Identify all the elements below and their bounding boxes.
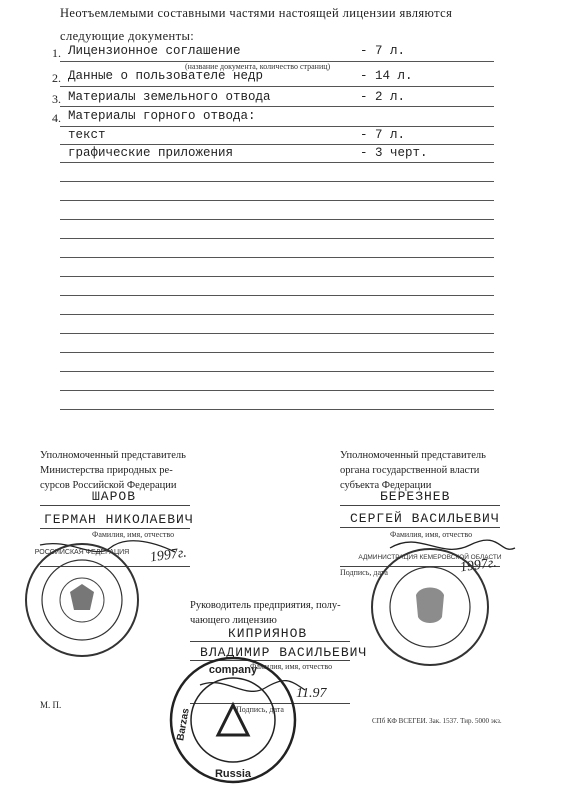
seal-brand-text: Barzas [175, 707, 192, 742]
item-count: - 2 л. [360, 90, 406, 104]
right-sign-caption: Подпись, дата [340, 568, 388, 577]
item-title: Материалы горного отвода: [68, 109, 256, 123]
item-number: 3. [52, 92, 61, 106]
left-name-caption: Фамилия, имя, отчество [92, 530, 175, 539]
item-caption: (название документа, количество страниц) [185, 62, 331, 71]
left-signatory-role: Уполномоченный представитель Министерства природных ре- сурсов Российской Федерации [40, 450, 186, 491]
item-title: графические приложения [68, 146, 234, 160]
intro-line-2: следующие документы: [60, 29, 195, 43]
center-name-caption: Фамилия, имя, отчество [250, 662, 333, 671]
center-fullname: ВЛАДИМИР ВАСИЛЬЕВИЧ [200, 645, 368, 660]
seal-company-text: company [208, 664, 258, 676]
item-count: - 14 л. [360, 69, 413, 83]
item-title: Данные о пользователе недр [68, 69, 264, 83]
left-seal-label: РОССИЙСКАЯ ФЕДЕРАЦИЯ [34, 549, 130, 556]
item-title: Лицензионное соглашение [68, 44, 241, 58]
item-title: текст [68, 128, 106, 142]
seal-country-text: Russia [214, 768, 252, 780]
item-number: 1. [52, 46, 61, 60]
stamp-place-label: М. П. [40, 700, 62, 710]
right-surname: БЕРЕЗНЕВ [380, 489, 451, 504]
item-count: - 7 л. [360, 128, 406, 142]
right-handwritten-date: 1997г. [459, 555, 498, 576]
center-sign-caption: Подпись, дата [236, 705, 284, 714]
right-seal-label: АДМИНИСТРАЦИЯ КЕМЕРОВСКОЙ ОБЛАСТИ [358, 554, 502, 561]
item-number: 4. [52, 111, 61, 125]
right-fullname: СЕРГЕЙ ВАСИЛЬЕВИЧ [350, 511, 500, 526]
printer-footer: СПб КФ ВСЕГЕИ. Зак. 1537. Тир. 5000 экз. [372, 717, 502, 725]
center-signatory-role: Руководитель предприятия, полу- чающего лицензию [190, 600, 341, 626]
item-count: - 7 л. [360, 44, 406, 58]
center-surname: КИПРИЯНОВ [228, 626, 308, 641]
company-round-seal [168, 655, 298, 785]
left-handwritten-date: 1997г. [149, 545, 188, 566]
left-surname: ШАРОВ [92, 489, 137, 504]
center-handwritten-date: 11.97 [296, 686, 327, 701]
left-fullname: ГЕРМАН НИКОЛАЕВИЧ [44, 512, 194, 527]
item-number: 2. [52, 71, 61, 85]
right-name-caption: Фамилия, имя, отчество [390, 530, 473, 539]
left-round-seal [22, 540, 142, 660]
right-signatory-role: Уполномоченный представитель органа государственной власти субъекта Федерации [340, 450, 486, 491]
item-count: - 3 черт. [360, 146, 428, 160]
item-title: Материалы земельного отвода [68, 90, 271, 104]
intro-line-1: Неотъемлемыми составными частями настоящей лицензии являются [60, 6, 453, 20]
